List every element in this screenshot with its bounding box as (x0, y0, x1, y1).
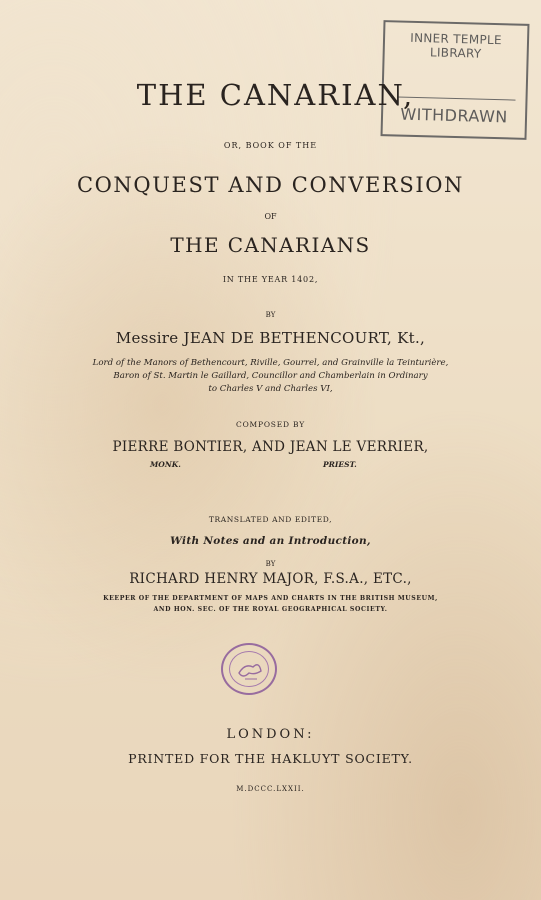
seal-emblem-icon (223, 645, 275, 693)
book-title: THE CANARIAN, (136, 78, 415, 112)
stamp-library-name: INNER TEMPLE LIBRARY (410, 30, 503, 61)
lord-line: Baron of St. Martin le Gaillard, Councillor and Chamberlain in Ordinary (113, 371, 428, 381)
stamp-withdrawn-text: WITHDRAWN (400, 104, 509, 127)
subtitle-or-book-of-the: OR, BOOK OF THE (223, 141, 318, 150)
author-line: Messire JEAN DE BETHENCOURT, Kt., (115, 329, 426, 347)
by-label: BY (265, 311, 276, 319)
keeper-line: AND HON. SEC. OF THE ROYAL GEOGRAPHICAL SOCIETY. (153, 606, 388, 613)
lord-line: to Charles V and Charles VI, (208, 384, 333, 394)
notes-line: With Notes and an Introduction, (170, 535, 371, 547)
translated-label: TRANSLATED AND EDITED, (208, 515, 333, 524)
composed-by-label: COMPOSED BY (236, 420, 305, 429)
subtitle-of: OF (264, 212, 277, 221)
role-priest: PRIEST. (323, 460, 357, 469)
keeper-line: KEEPER OF THE DEPARTMENT OF MAPS AND CHARTS IN THE BRITISH MUSEUM, (103, 595, 438, 602)
library-seal-stamp (221, 643, 277, 695)
imprint-date: M.DCCC.LXXII. (236, 785, 305, 793)
year-line: IN THE YEAR 1402, (222, 275, 319, 284)
by-label-editor: BY (265, 560, 276, 568)
role-monk: MONK. (150, 460, 181, 469)
imprint-city: LONDON: (226, 727, 315, 742)
imprint-printer: PRINTED FOR THE HAKLUYT SOCIETY. (128, 751, 413, 766)
lord-line: Lord of the Manors of Bethencourt, Riville, Gourrel, and Grainville la Teinturière, (92, 358, 449, 368)
editor-line: RICHARD HENRY MAJOR, F.S.A., ETC., (129, 571, 412, 587)
composers-line: PIERRE BONTIER, AND JEAN LE VERRIER, (112, 439, 429, 455)
subtitle-canarians: THE CANARIANS (170, 233, 371, 257)
subtitle-conquest: CONQUEST AND CONVERSION (76, 173, 465, 197)
